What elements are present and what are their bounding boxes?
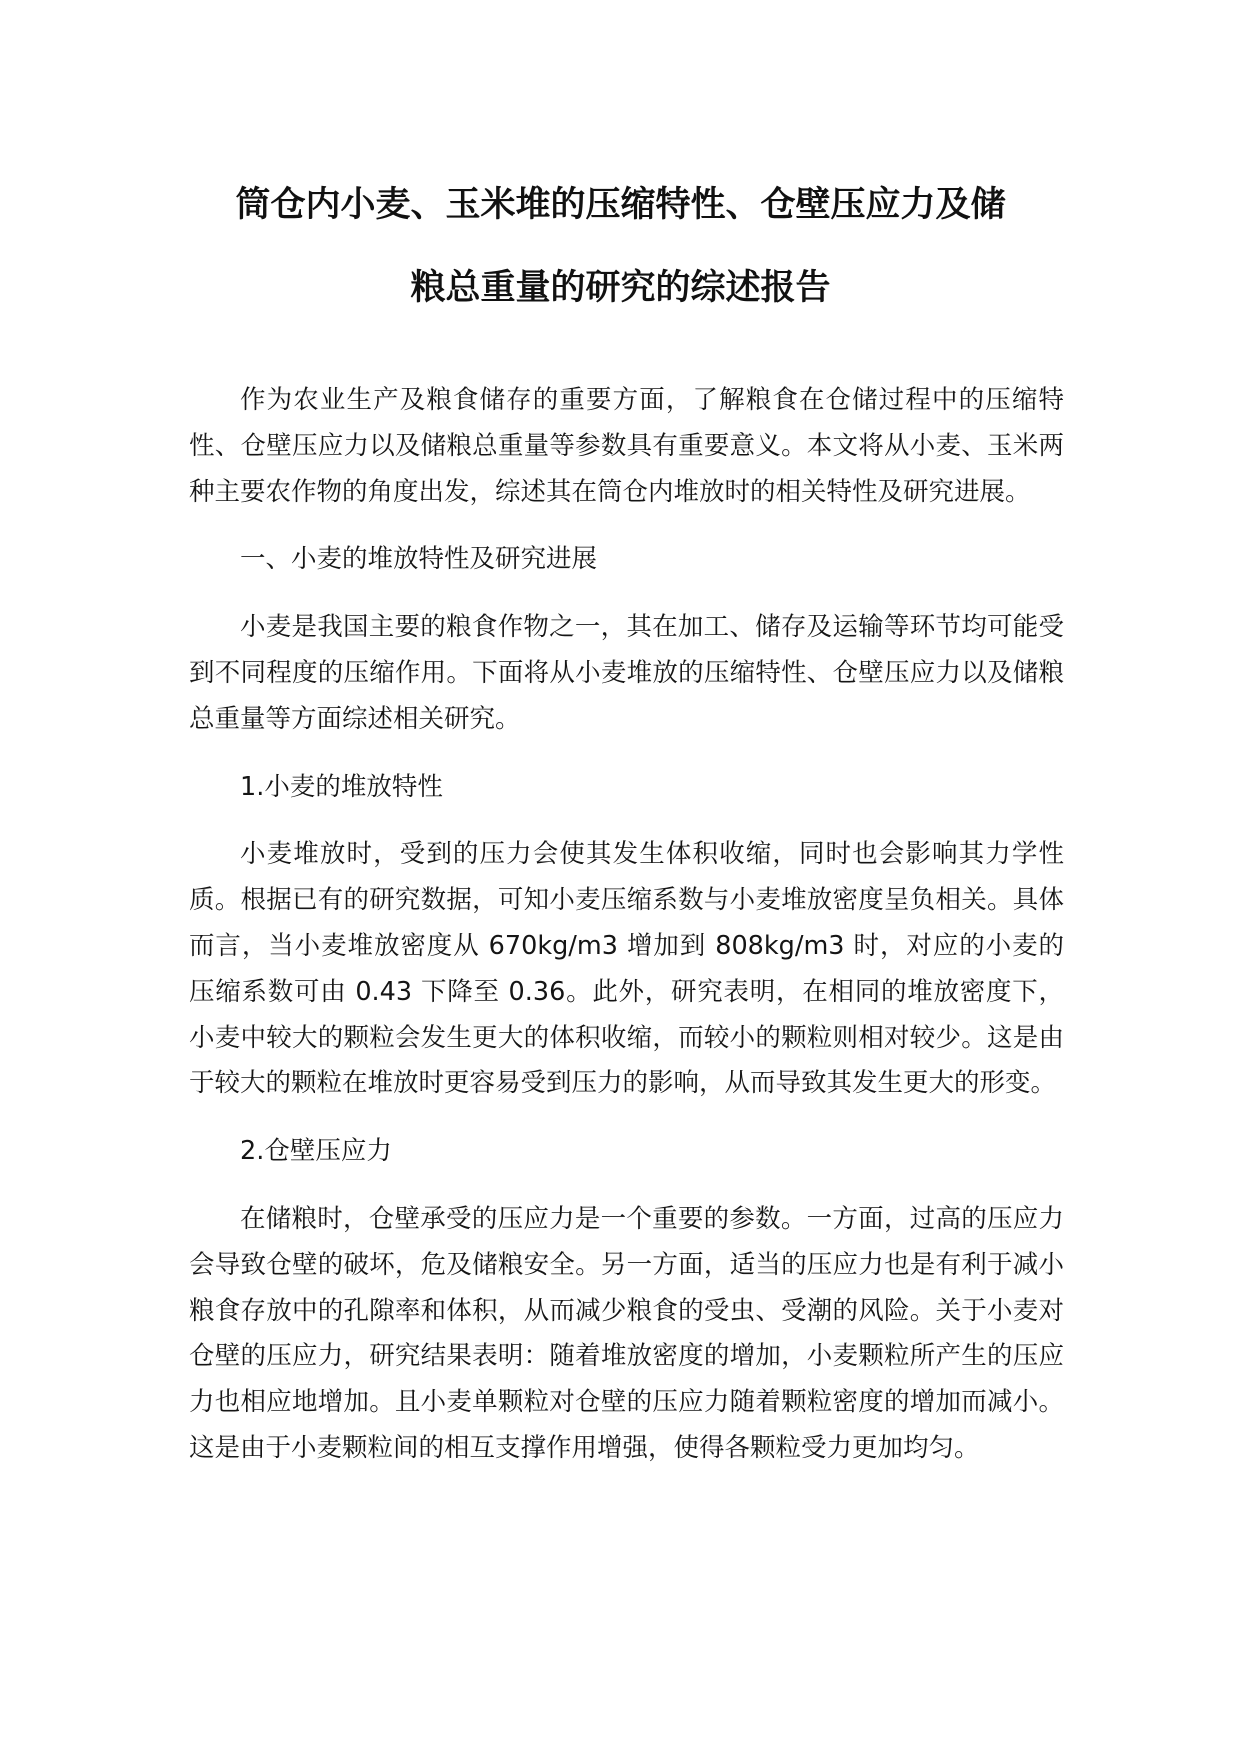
document-title-line-1: 筒仓内小麦、玉米堆的压缩特性、仓壁压应力及储 [235, 185, 1006, 225]
stacking-paragraph: 小麦堆放时，受到的压力会使其发生体积收缩，同时也会影响其力学性质。根据已有的研究数据，可知小麦压缩系数与小麦堆放密度呈负相关。具体而言，当小麦堆放密度从 670kg/m3 增加到 808kg/m3 时，对应的小麦的压缩系数可由 0.43 下降至 0.36。此外，研究表明，在相同的堆放密度下，小麦中较大的颗粒会发生更大的体积收缩，而较小的颗粒则相对较少。这是由于较大的颗粒在堆放时更容易受到压力的影响，从而导致其发生更大的形变。 [189, 839, 1064, 1099]
document-title-line-2: 粮总重量的研究的综述报告 [410, 268, 831, 308]
wall-stress-paragraph: 在储粮时，仓壁承受的压应力是一个重要的参数。一方面，过高的压应力会导致仓壁的破坏，危及储粮安全。另一方面，适当的压应力也是有利于减小粮食存放中的孔隙率和体积，从而减少粮食的受虫、受潮的风险。关于小麦对仓壁的压应力，研究结果表明：随着堆放密度的增加，小麦颗粒所产生的压应力也相应地增加。且小麦单颗粒对仓壁的压应力随着颗粒密度的增加而减小。这是由于小麦颗粒间的相互支撑作用增强，使得各颗粒受力更加均匀。 [189, 1203, 1064, 1463]
document-body [189, 378, 1064, 1494]
subsection-heading-stacking: 1.小麦的堆放特性 [240, 771, 443, 802]
intro-paragraph: 作为农业生产及粮食储存的重要方面，了解粮食在仓储过程中的压缩特性、仓壁压应力以及储粮总重量等参数具有重要意义。本文将从小麦、玉米两种主要农作物的角度出发，综述其在筒仓内堆放时的相关特性及研究进展。 [189, 385, 1064, 507]
subsection-heading-wall-stress: 2.仓壁压应力 [240, 1136, 392, 1167]
section-heading-wheat: 一、小麦的堆放特性及研究进展 [240, 544, 598, 575]
wheat-overview-paragraph: 小麦是我国主要的粮食作物之一，其在加工、储存及运输等环节均可能受到不同程度的压缩作用。下面将从小麦堆放的压缩特性、仓壁压应力以及储粮总重量等方面综述相关研究。 [189, 612, 1064, 734]
